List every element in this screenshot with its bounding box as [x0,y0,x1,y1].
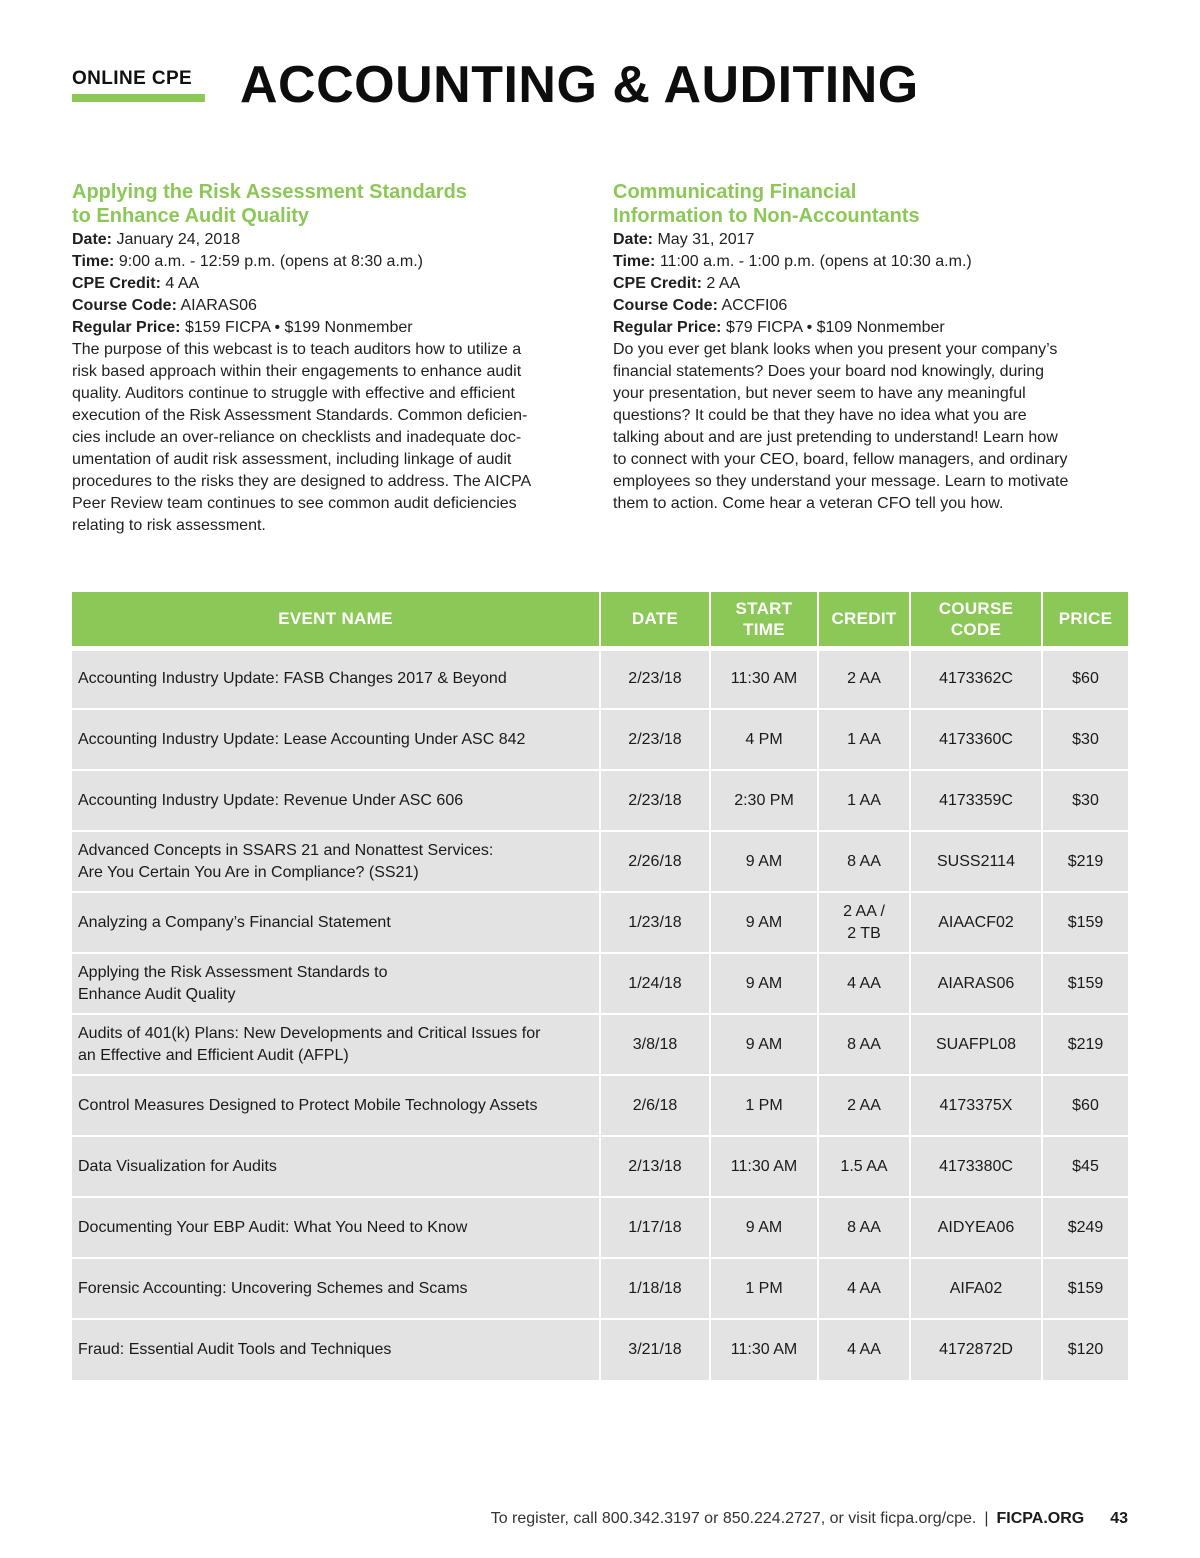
table-row [72,1197,1128,1258]
start-time-cell: 1 PM [710,1075,818,1136]
course-code-cell: AIAACF02 [910,892,1042,953]
page-number: 43 [1110,1510,1128,1527]
course-title: Communicating Financial Information to Non-Accountants [613,181,920,227]
course-title: Applying the Risk Assessment Standards to Enhance Audit Quality [72,181,467,227]
date-cell: 1/17/18 [600,1197,710,1258]
page-title: ACCOUNTING & AUDITING [240,56,919,114]
table-header-row [72,592,1128,648]
column-header-start-time: START TIME [710,592,818,648]
course-code-cell: SUAFPL08 [910,1014,1042,1075]
credit-cell: 4 AA [818,953,910,1014]
date-cell: 2/23/18 [600,709,710,770]
price-cell: $219 [1042,831,1128,892]
course-code-cell: 4173359C [910,770,1042,831]
date-cell: 1/24/18 [600,953,710,1014]
table-row [72,770,1128,831]
footer-separator: | [984,1510,989,1527]
course-code-cell: AIARAS06 [910,953,1042,1014]
date-cell: 1/18/18 [600,1258,710,1319]
event-name-cell: Analyzing a Company’s Financial Statement [72,892,600,953]
credit-cell: 1.5 AA [818,1136,910,1197]
table-body [72,648,1128,1380]
date-cell: 2/26/18 [600,831,710,892]
column-header-credit: CREDIT [818,592,910,648]
course-code: Course Code: AIARAS06 [72,297,257,314]
events-table [72,592,1128,1380]
credit-cell: 8 AA [818,1014,910,1075]
start-time-cell: 11:30 AM [710,1136,818,1197]
course-code-cell: 4173362C [910,648,1042,709]
table-row [72,1258,1128,1319]
column-header-date: DATE [600,592,710,648]
column-header-price: PRICE [1042,592,1128,648]
credit-cell: 2 AA [818,648,910,709]
column-header-event-name: EVENT NAME [72,592,600,648]
date-cell: 2/6/18 [600,1075,710,1136]
start-time-cell: 2:30 PM [710,770,818,831]
date-cell: 1/23/18 [600,892,710,953]
event-name-cell: Advanced Concepts in SSARS 21 and Nonattest Services: Are You Certain You Are in Compliance? (SS21) [72,831,600,892]
credit-cell: 8 AA [818,831,910,892]
course-code-cell: 4173375X [910,1075,1042,1136]
start-time-cell: 9 AM [710,1014,818,1075]
price-cell: $249 [1042,1197,1128,1258]
table-row [72,1319,1128,1380]
table-row [72,892,1128,953]
event-name-cell: Forensic Accounting: Uncovering Schemes and Scams [72,1258,600,1319]
course-code-cell: AIDYEA06 [910,1197,1042,1258]
page-header [72,56,1152,126]
date-cell: 3/21/18 [600,1319,710,1380]
course-date: Date: May 31, 2017 [613,231,755,248]
date-cell: 2/23/18 [600,648,710,709]
price-cell: $219 [1042,1014,1128,1075]
start-time-cell: 9 AM [710,892,818,953]
price-cell: $45 [1042,1136,1128,1197]
course-credit: CPE Credit: 4 AA [72,275,200,292]
section-kicker: ONLINE CPE [72,68,193,89]
price-cell: $30 [1042,709,1128,770]
course-price: Regular Price: $79 FICPA • $109 Nonmember [613,319,945,336]
start-time-cell: 11:30 AM [710,1319,818,1380]
page-footer [0,1510,1128,1528]
table-row [72,1075,1128,1136]
course-price: Regular Price: $159 FICPA • $199 Nonmember [72,319,413,336]
credit-cell: 2 AA [818,1075,910,1136]
course-description: The purpose of this webcast is to teach auditors how to utilize a risk based approach within their engagements to enhance audit quality. Auditors continue to struggle with effective and efficient execution of the Risk Assessment Standards. Common deficien- cies include an over-reliance on checklists and inadequate doc- umentation of audit risk assessment, including linkage of audit procedures to the risks they are designed to address. The AICPA Peer Review team continues to see common audit deficiencies relating to risk assessment. [72,341,532,534]
date-cell: 2/13/18 [600,1136,710,1197]
course-time: Time: 9:00 a.m. - 12:59 p.m. (opens at 8:30 a.m.) [72,253,423,270]
start-time-cell: 4 PM [710,709,818,770]
price-cell: $30 [1042,770,1128,831]
footer-site-link[interactable]: FICPA.ORG [996,1510,1085,1527]
event-name-cell: Data Visualization for Audits [72,1136,600,1197]
course-card [613,180,1125,515]
credit-cell: 8 AA [818,1197,910,1258]
price-cell: $159 [1042,892,1128,953]
event-name-cell: Documenting Your EBP Audit: What You Need to Know [72,1197,600,1258]
course-code-cell: 4173360C [910,709,1042,770]
credit-cell: 1 AA [818,770,910,831]
course-description: Do you ever get blank looks when you present your company’s financial statements? Does your board nod knowingly, during your presentation, but never seem to have any meaningful questions? It could be that they have no idea what you are talking about and are just pretending to understand! Learn how to connect with your CEO, board, fellow managers, and ordinary employees so they understand your message. Learn to motivate them to action. Come hear a veteran CFO tell you how. [613,341,1069,512]
course-date: Date: January 24, 2018 [72,231,241,248]
start-time-cell: 9 AM [710,953,818,1014]
date-cell: 2/23/18 [600,770,710,831]
event-name-cell: Accounting Industry Update: FASB Changes 2017 & Beyond [72,648,600,709]
table-row [72,953,1128,1014]
credit-cell: 4 AA [818,1319,910,1380]
date-cell: 3/8/18 [600,1014,710,1075]
course-credit: CPE Credit: 2 AA [613,275,741,292]
credit-cell: 4 AA [818,1258,910,1319]
kicker-underline [72,94,205,102]
credit-cell: 1 AA [818,709,910,770]
price-cell: $60 [1042,648,1128,709]
table-row [72,648,1128,709]
event-name-cell: Audits of 401(k) Plans: New Developments and Critical Issues for an Effective and Efficient Audit (AFPL) [72,1014,600,1075]
price-cell: $159 [1042,1258,1128,1319]
price-cell: $60 [1042,1075,1128,1136]
table-row [72,1136,1128,1197]
course-code-cell: AIFA02 [910,1258,1042,1319]
course-time: Time: 11:00 a.m. - 1:00 p.m. (opens at 10:30 a.m.) [613,253,972,270]
price-cell: $120 [1042,1319,1128,1380]
event-name-cell: Control Measures Designed to Protect Mobile Technology Assets [72,1075,600,1136]
column-header-course-code: COURSE CODE [910,592,1042,648]
course-code-cell: 4173380C [910,1136,1042,1197]
event-name-cell: Applying the Risk Assessment Standards to Enhance Audit Quality [72,953,600,1014]
start-time-cell: 9 AM [710,831,818,892]
course-card [72,180,584,537]
credit-cell: 2 AA / 2 TB [818,892,910,953]
start-time-cell: 11:30 AM [710,648,818,709]
event-name-cell: Accounting Industry Update: Revenue Under ASC 606 [72,770,600,831]
footer-register-text: To register, call 800.342.3197 or 850.224.2727, or visit ficpa.org/cpe. [490,1510,977,1527]
start-time-cell: 1 PM [710,1258,818,1319]
table-row [72,831,1128,892]
start-time-cell: 9 AM [710,1197,818,1258]
price-cell: $159 [1042,953,1128,1014]
course-code-cell: 4172872D [910,1319,1042,1380]
table-row [72,709,1128,770]
course-code-cell: SUSS2114 [910,831,1042,892]
event-name-cell: Accounting Industry Update: Lease Accounting Under ASC 842 [72,709,600,770]
event-name-cell: Fraud: Essential Audit Tools and Techniques [72,1319,600,1380]
table-row [72,1014,1128,1075]
course-code: Course Code: ACCFI06 [613,297,788,314]
